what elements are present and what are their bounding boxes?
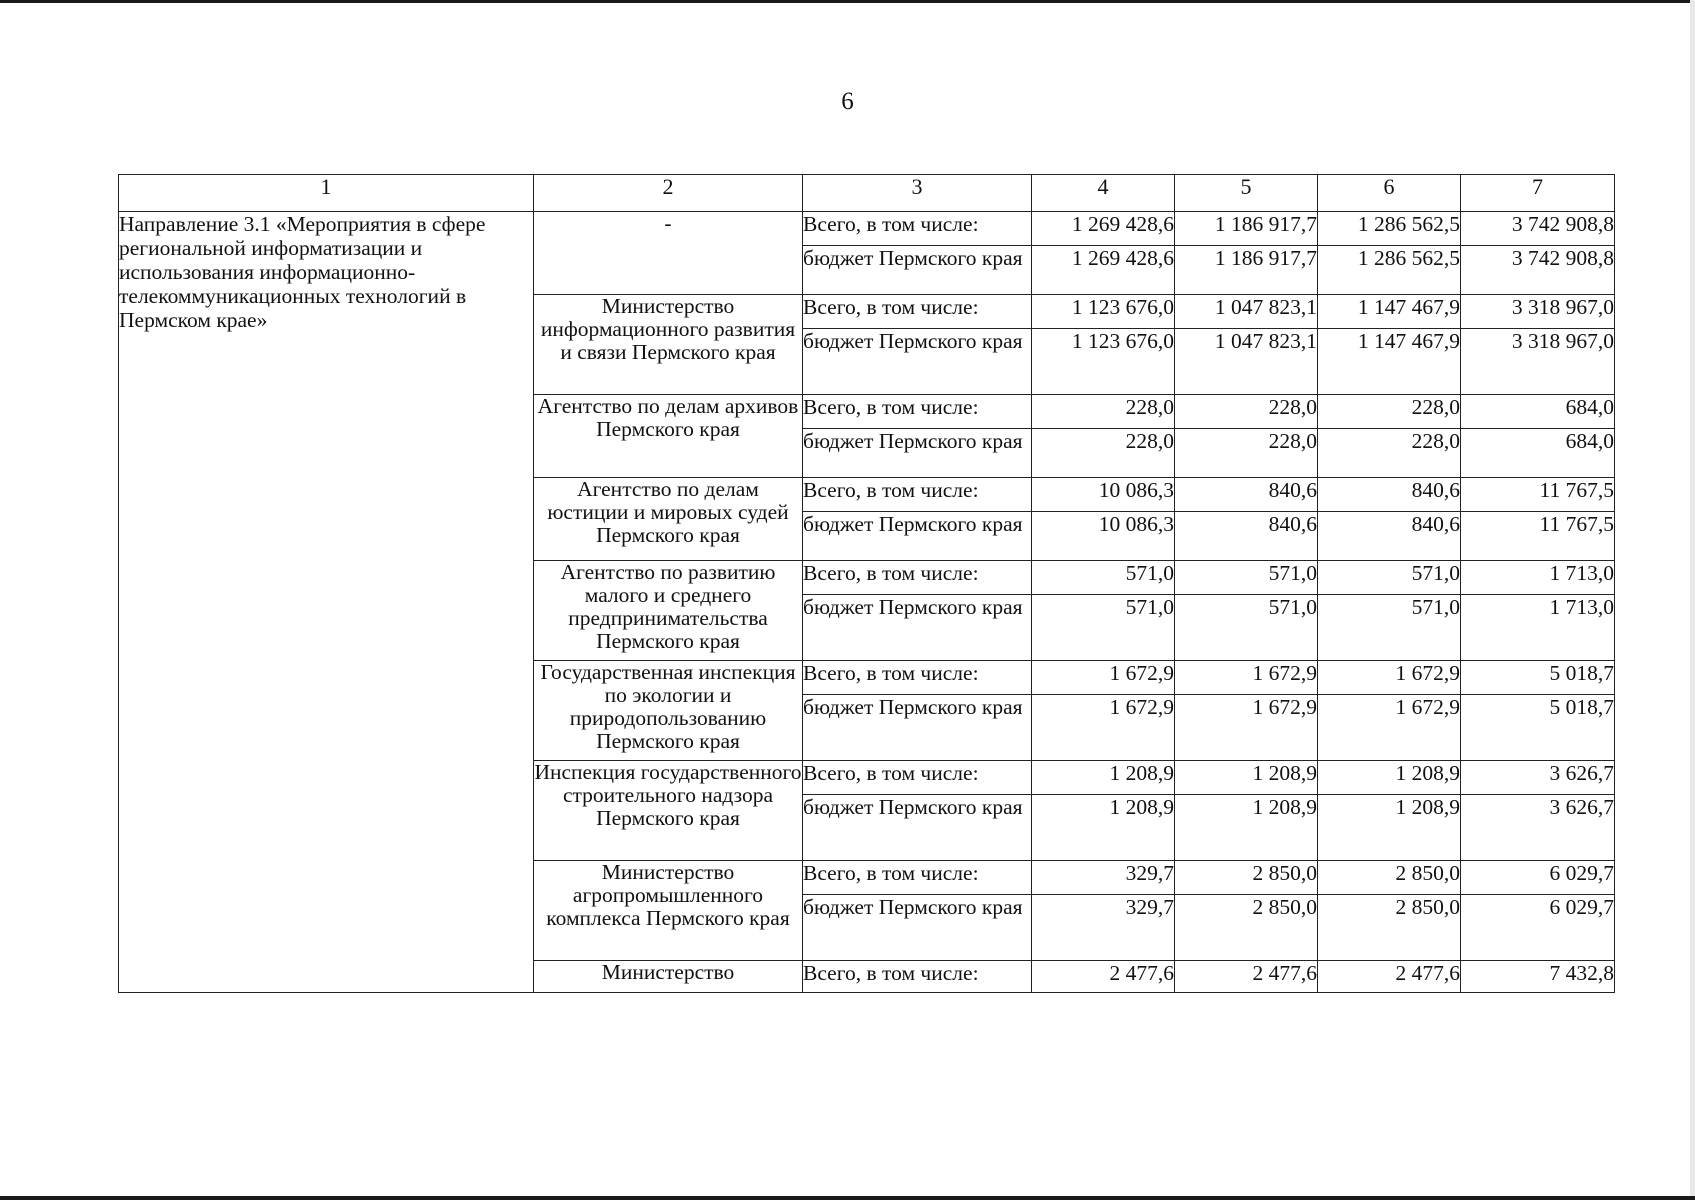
amount-cell: 1 672,9 xyxy=(1175,661,1318,695)
amount-cell: 840,6 xyxy=(1318,512,1461,561)
amount-cell: 1 672,9 xyxy=(1032,661,1175,695)
amount-cell: 6 029,7 xyxy=(1461,895,1615,961)
funding-source-cell: Всего, в том числе: xyxy=(803,561,1032,595)
amount-cell: 1 286 562,5 xyxy=(1318,212,1461,246)
department-cell: - xyxy=(534,212,803,295)
amount-cell: 1 208,9 xyxy=(1032,795,1175,861)
funding-source-cell: бюджет Пермского края xyxy=(803,895,1032,961)
column-header: 7 xyxy=(1461,175,1615,212)
amount-cell: 1 147 467,9 xyxy=(1318,329,1461,395)
department-cell: Министерство агропромышленного комплекса Пермского края xyxy=(534,861,803,961)
amount-cell: 1 186 917,7 xyxy=(1175,246,1318,295)
amount-cell: 1 208,9 xyxy=(1032,761,1175,795)
column-header: 5 xyxy=(1175,175,1318,212)
budget-table xyxy=(118,174,1615,993)
amount-cell: 1 672,9 xyxy=(1318,661,1461,695)
amount-cell: 1 147 467,9 xyxy=(1318,295,1461,329)
department-cell: Государственная инспекция по экологии и природопользованию Пермского края xyxy=(534,661,803,761)
amount-cell: 1 713,0 xyxy=(1461,561,1615,595)
amount-cell: 684,0 xyxy=(1461,429,1615,478)
amount-cell: 1 208,9 xyxy=(1318,795,1461,861)
amount-cell: 2 477,6 xyxy=(1318,961,1461,993)
column-header: 4 xyxy=(1032,175,1175,212)
funding-source-cell: Всего, в том числе: xyxy=(803,761,1032,795)
amount-cell: 7 432,8 xyxy=(1461,961,1615,993)
amount-cell: 11 767,5 xyxy=(1461,512,1615,561)
amount-cell: 2 850,0 xyxy=(1175,895,1318,961)
funding-source-cell: Всего, в том числе: xyxy=(803,395,1032,429)
amount-cell: 840,6 xyxy=(1175,512,1318,561)
amount-cell: 228,0 xyxy=(1032,429,1175,478)
amount-cell: 1 208,9 xyxy=(1318,761,1461,795)
amount-cell: 1 713,0 xyxy=(1461,595,1615,661)
amount-cell: 1 672,9 xyxy=(1175,695,1318,761)
column-header: 2 xyxy=(534,175,803,212)
amount-cell: 1 672,9 xyxy=(1318,695,1461,761)
amount-cell: 3 318 967,0 xyxy=(1461,295,1615,329)
amount-cell: 571,0 xyxy=(1318,595,1461,661)
funding-source-cell: бюджет Пермского края xyxy=(803,512,1032,561)
amount-cell: 10 086,3 xyxy=(1032,478,1175,512)
table-row xyxy=(119,212,1615,246)
department-cell: Агентство по развитию малого и среднего предпринимательства Пермского края xyxy=(534,561,803,661)
amount-cell: 571,0 xyxy=(1032,595,1175,661)
amount-cell: 2 477,6 xyxy=(1175,961,1318,993)
amount-cell: 3 318 967,0 xyxy=(1461,329,1615,395)
amount-cell: 3 742 908,8 xyxy=(1461,212,1615,246)
amount-cell: 1 269 428,6 xyxy=(1032,246,1175,295)
funding-source-cell: бюджет Пермского края xyxy=(803,795,1032,861)
amount-cell: 228,0 xyxy=(1032,395,1175,429)
funding-source-cell: бюджет Пермского края xyxy=(803,595,1032,661)
amount-cell: 5 018,7 xyxy=(1461,695,1615,761)
amount-cell: 2 850,0 xyxy=(1175,861,1318,895)
amount-cell: 1 186 917,7 xyxy=(1175,212,1318,246)
amount-cell: 5 018,7 xyxy=(1461,661,1615,695)
table-header-row xyxy=(119,175,1615,212)
amount-cell: 228,0 xyxy=(1318,429,1461,478)
amount-cell: 228,0 xyxy=(1175,395,1318,429)
amount-cell: 10 086,3 xyxy=(1032,512,1175,561)
funding-source-cell: Всего, в том числе: xyxy=(803,661,1032,695)
department-cell: Министерство xyxy=(534,961,803,993)
direction-cell: Направление 3.1 «Мероприятия в сфере региональной информатизации и использования информационно-телекоммуникационных технологий в Пермском крае» xyxy=(119,212,534,993)
scan-border-right xyxy=(1690,0,1695,1200)
amount-cell: 329,7 xyxy=(1032,861,1175,895)
amount-cell: 840,6 xyxy=(1175,478,1318,512)
funding-source-cell: бюджет Пермского края xyxy=(803,695,1032,761)
funding-source-cell: Всего, в том числе: xyxy=(803,295,1032,329)
amount-cell: 228,0 xyxy=(1318,395,1461,429)
amount-cell: 684,0 xyxy=(1461,395,1615,429)
amount-cell: 1 123 676,0 xyxy=(1032,329,1175,395)
funding-source-cell: Всего, в том числе: xyxy=(803,478,1032,512)
department-cell: Министерство информационного развития и связи Пермского края xyxy=(534,295,803,395)
amount-cell: 571,0 xyxy=(1032,561,1175,595)
amount-cell: 3 742 908,8 xyxy=(1461,246,1615,295)
column-header: 1 xyxy=(119,175,534,212)
department-cell: Агентство по делам юстиции и мировых судей Пермского края xyxy=(534,478,803,561)
amount-cell: 1 286 562,5 xyxy=(1318,246,1461,295)
page-number: 6 xyxy=(841,88,854,115)
amount-cell: 1 047 823,1 xyxy=(1175,295,1318,329)
funding-source-cell: бюджет Пермского края xyxy=(803,329,1032,395)
scan-border-bottom xyxy=(0,1196,1695,1200)
amount-cell: 2 850,0 xyxy=(1318,861,1461,895)
scan-border-top xyxy=(0,0,1695,3)
column-header: 3 xyxy=(803,175,1032,212)
amount-cell: 1 047 823,1 xyxy=(1175,329,1318,395)
amount-cell: 1 208,9 xyxy=(1175,761,1318,795)
amount-cell: 228,0 xyxy=(1175,429,1318,478)
funding-source-cell: бюджет Пермского края xyxy=(803,246,1032,295)
department-cell: Инспекция государственного строительного надзора Пермского края xyxy=(534,761,803,861)
amount-cell: 1 123 676,0 xyxy=(1032,295,1175,329)
funding-source-cell: Всего, в том числе: xyxy=(803,961,1032,993)
funding-source-cell: бюджет Пермского края xyxy=(803,429,1032,478)
amount-cell: 11 767,5 xyxy=(1461,478,1615,512)
amount-cell: 2 850,0 xyxy=(1318,895,1461,961)
amount-cell: 1 269 428,6 xyxy=(1032,212,1175,246)
amount-cell: 6 029,7 xyxy=(1461,861,1615,895)
amount-cell: 571,0 xyxy=(1318,561,1461,595)
amount-cell: 3 626,7 xyxy=(1461,795,1615,861)
funding-source-cell: Всего, в том числе: xyxy=(803,212,1032,246)
amount-cell: 2 477,6 xyxy=(1032,961,1175,993)
amount-cell: 571,0 xyxy=(1175,561,1318,595)
amount-cell: 571,0 xyxy=(1175,595,1318,661)
amount-cell: 1 208,9 xyxy=(1175,795,1318,861)
amount-cell: 3 626,7 xyxy=(1461,761,1615,795)
funding-source-cell: Всего, в том числе: xyxy=(803,861,1032,895)
column-header: 6 xyxy=(1318,175,1461,212)
amount-cell: 329,7 xyxy=(1032,895,1175,961)
amount-cell: 1 672,9 xyxy=(1032,695,1175,761)
amount-cell: 840,6 xyxy=(1318,478,1461,512)
department-cell: Агентство по делам архивов Пермского края xyxy=(534,395,803,478)
